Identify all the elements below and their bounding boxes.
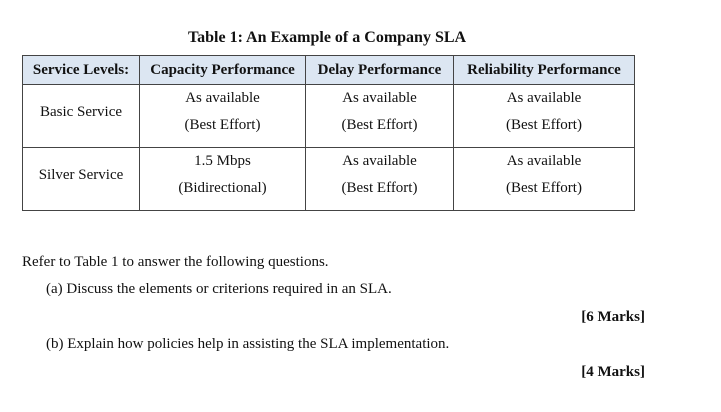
questions-intro: Refer to Table 1 to answer the following questions. xyxy=(22,254,329,270)
cell-value: As available xyxy=(342,90,417,106)
cell-value: As available xyxy=(185,90,260,106)
capacity-cell xyxy=(140,85,306,148)
service-name-cell: Silver Service xyxy=(23,148,140,211)
cell-note: (Bidirectional) xyxy=(178,180,267,196)
capacity-cell xyxy=(140,148,306,211)
sla-table xyxy=(22,55,635,211)
question-a: (a) Discuss the elements or criterions required in an SLA. xyxy=(46,281,392,297)
header-reliability-performance: Reliability Performance xyxy=(454,56,635,85)
cell-value: As available xyxy=(506,153,582,169)
question-b-marks: [4 Marks] xyxy=(581,364,645,380)
service-name-cell: Basic Service xyxy=(23,85,140,148)
question-a-marks: [6 Marks] xyxy=(581,309,645,325)
reliability-cell xyxy=(454,85,635,148)
header-capacity-performance: Capacity Performance xyxy=(140,56,306,85)
table-row xyxy=(23,85,635,148)
cell-note: (Best Effort) xyxy=(506,117,582,133)
cell-note: (Best Effort) xyxy=(184,117,261,133)
cell-note: (Best Effort) xyxy=(506,180,582,196)
table-header-row xyxy=(23,56,635,85)
cell-value: 1.5 Mbps xyxy=(194,153,251,169)
header-service-levels: Service Levels: xyxy=(23,56,140,85)
cell-note: (Best Effort) xyxy=(341,117,418,133)
cell-note: (Best Effort) xyxy=(341,180,418,196)
delay-cell xyxy=(306,148,454,211)
cell-value: As available xyxy=(342,153,417,169)
cell-value: As available xyxy=(506,90,582,106)
table-row xyxy=(23,148,635,211)
reliability-cell xyxy=(454,148,635,211)
table-caption: Table 1: An Example of a Company SLA xyxy=(187,29,467,46)
header-delay-performance: Delay Performance xyxy=(306,56,454,85)
question-b: (b) Explain how policies help in assisting the SLA implementation. xyxy=(46,336,450,352)
delay-cell xyxy=(306,85,454,148)
